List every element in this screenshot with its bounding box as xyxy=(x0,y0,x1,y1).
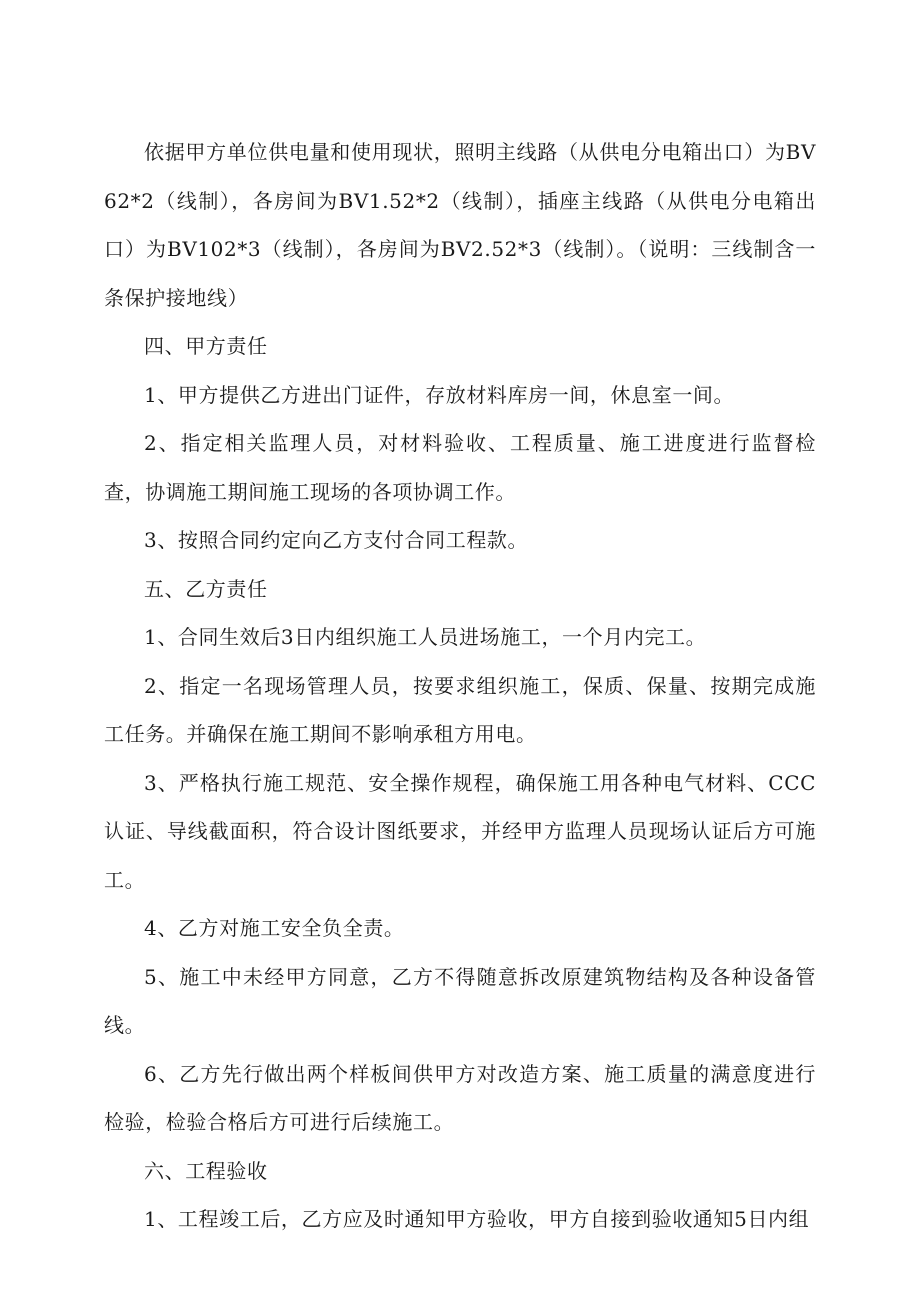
paragraph-b-item-2: 2、指定一名现场管理人员，按要求组织施工，保质、保量、按期完成施工任务。并确保在施工期间不影响承租方用电。 xyxy=(104,673,816,746)
paragraph-b-item-1: 1、合同生效后3日内组织施工人员进场施工，一个月内完工。 xyxy=(144,625,707,649)
paragraph-wiring-spec: 依据甲方单位供电量和使用现状，照明主线路（从供电分电箱出口）为BV62*2（线制），各房间为BV1.52*2（线制），插座主线路（从供电分电箱出口）为BV102*3（线制），各房间为BV2.52*3（线制）。（说明：三线制含一条保护接地线） xyxy=(104,140,816,310)
heading-acceptance: 六、工程验收 xyxy=(144,1158,268,1183)
paragraph-a-item-1: 1、甲方提供乙方进出门证件，存放材料库房一间，休息室一间。 xyxy=(144,382,735,407)
heading-party-a-responsibilities: 四、甲方责任 xyxy=(144,334,268,358)
paragraph-a-item-2: 2、指定相关监理人员，对材料验收、工程质量、施工进度进行监督检查，协调施工期间施工现场的各项协调工作。 xyxy=(104,431,816,504)
paragraph-b-item-5: 5、施工中未经甲方同意，乙方不得随意拆改原建筑物结构及各种设备管线。 xyxy=(104,964,816,1037)
paragraph-a-item-3: 3、按照合同约定向乙方支付合同工程款。 xyxy=(144,528,529,552)
paragraph-acceptance-item-1: 1、工程竣工后，乙方应及时通知甲方验收，甲方自接到验收通知5日内组 xyxy=(144,1207,810,1231)
heading-party-b-responsibilities: 五、乙方责任 xyxy=(144,576,268,601)
paragraph-b-item-6: 6、乙方先行做出两个样板间供甲方对改造方案、施工质量的满意度进行检验，检验合格后方可进行后续施工。 xyxy=(104,1061,816,1134)
paragraph-b-item-3: 3、严格执行施工规范、安全操作规程，确保施工用各种电气材料、CCC认证、导线截面积，符合设计图纸要求，并经甲方监理人员现场认证后方可施工。 xyxy=(104,770,816,892)
paragraph-b-item-4: 4、乙方对施工安全负全责。 xyxy=(144,916,405,940)
